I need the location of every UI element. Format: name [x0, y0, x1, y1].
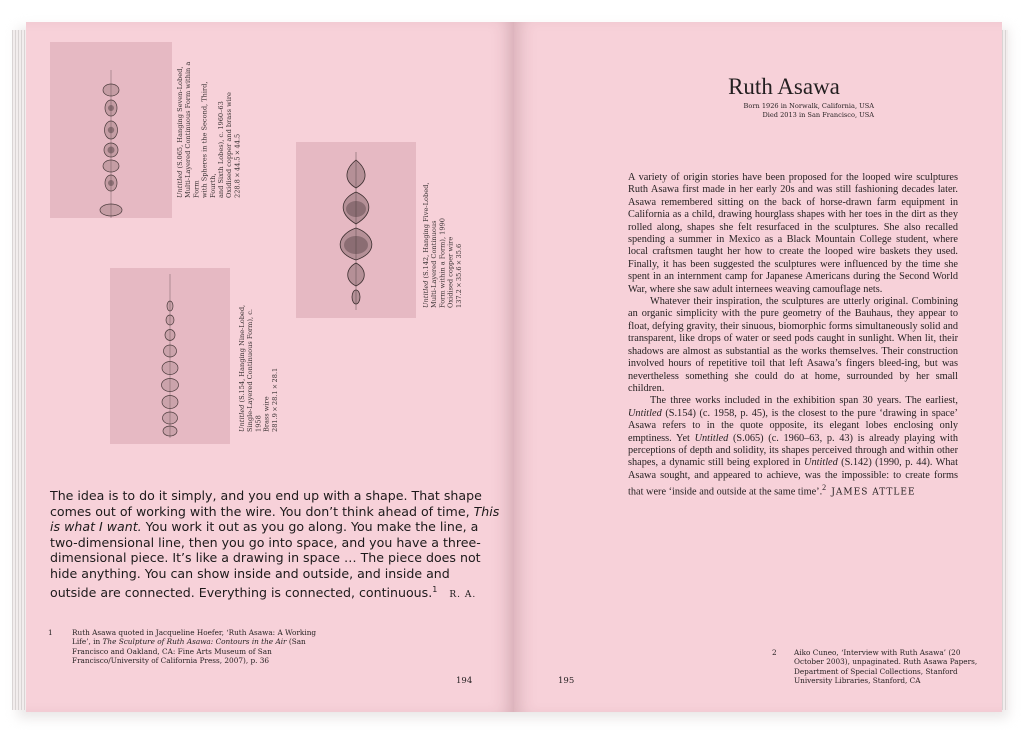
sculpture-s142-image — [296, 142, 416, 318]
essay-text-run: (S.142) (1990, p. 44). What Asawa sought, and appeared to achieve, was the impossible: to create forms that were ‘inside and outside at the same time’. — [628, 457, 958, 498]
essay-work-title: Untitled — [804, 457, 838, 469]
artist-name: Ruth Asawa — [728, 74, 840, 99]
essay-text — [628, 172, 958, 499]
sculpture-plate-s065 — [50, 42, 172, 218]
caption-title: Untitled — [238, 404, 246, 432]
caption-line: and Sixth Lobes), c. 1960–63 — [217, 101, 226, 198]
caption-line: (S.154, Hanging Nine-Lobed, — [238, 304, 246, 403]
artist-born: Born 1926 in Norwalk, California, USA — [743, 102, 874, 110]
caption-title: Untitled — [422, 280, 430, 308]
essay-paragraph: Whatever their inspiration, the sculptures are utterly original. Combining an organic simplicity with the pure geometry of the Bauhaus, they appear to float, defying gravity, their sinuous, biomorphic forms simultaneously solid and transparent, like drops of water or seed pods caught in sunlight. When lit, their shadows are almost as substantial as the works themselves. Their construction involved hours of repetitive toil that left Asawa’s fingers bleed-ing, but was nevertheless something she could do at home, surrounded by her small children. — [628, 296, 958, 394]
caption-line: Multi-Layered Continuous — [430, 220, 439, 308]
caption-line: 137.2×35.6×35.6 — [454, 243, 463, 308]
quote-text: You work it out as you go along. You make the line, a two-dimensional line, then you go into space, and you have a three-dimensional piece. It’s like a drawing in space … The piece does not hide anything. You can show inside and outside, and inside and outside are connected. Everything is connected, continuous. — [50, 519, 481, 600]
quote-signature: R. A. — [449, 589, 477, 600]
essay-text-run: (S.154) (c. 1958, p. 45), is the closest to the pure ‘drawing in space’ Asawa refers to in the quote opposite, its elegant lobes enclosing only emptiness. Yet — [628, 407, 958, 444]
caption-line: Form within a Form), 1990 — [438, 218, 447, 308]
footnote-1 — [72, 628, 322, 665]
footnote-book-title: The Sculpture of Ruth Asawa: Contours in the Air — [102, 637, 287, 647]
artist-died: Died 2013 in San Francisco, USA — [762, 111, 874, 119]
caption-line: (S.065, Hanging Seven-Lobed, — [176, 66, 184, 169]
caption-line: Brass wire — [262, 396, 271, 432]
sculpture-s065-image — [50, 42, 172, 218]
caption-line: Oxidised copper and brass wire — [225, 92, 234, 198]
essay-text-run: (S.065) (c. 1960–63, p. 43) is already playing with perceptions of depth and solidity, its shapes perceived through and within other shapes, a dynamic still being explored in — [628, 432, 959, 469]
sculpture-s154-image — [110, 268, 230, 444]
sculpture-plate-s142 — [296, 142, 416, 318]
quote-italic: This is what I want. — [50, 503, 500, 535]
footnote-ref: 1 — [432, 584, 438, 594]
left-page — [26, 22, 514, 712]
page-number-left: 194 — [456, 676, 473, 686]
quote-text: The idea is to do it simply, and you end up with a shape. That shape comes out of working with the wire. You don’t think ahead of time, — [50, 488, 482, 519]
caption-line: Single-Layered Continuous Form), c. 1958 — [246, 309, 263, 432]
page-number-right: 195 — [558, 676, 575, 686]
essay-author: JAMES ATTLEE — [831, 487, 916, 498]
footnote-text: Ruth Asawa quoted in Jacqueline Hoefer, ‘Ruth Asawa: A Working Life’, in — [72, 628, 317, 647]
caption-line: Multi-Layered Continuous Form within a Form — [184, 61, 201, 198]
caption-s142 — [422, 168, 463, 308]
essay-paragraph — [628, 395, 958, 499]
essay-text-run: The three works included in the exhibition span 30 years. The earliest, — [650, 395, 958, 407]
footnote-text: (San Francisco and Oakland, CA: Fine Arts Museum of San Francisco/University of California Press, 2007), p. 36 — [72, 637, 306, 665]
essay-work-title: Untitled — [694, 432, 729, 444]
footnote-2: Aiko Cuneo, ‘Interview with Ruth Asawa’ (20 October 2003), unpaginated. Ruth Asawa Papers, Department of Special Collections, Stanford University Libraries, Stanford, CA — [794, 648, 978, 685]
essay-paragraph: A variety of origin stories have been proposed for the looped wire sculptures Ruth Asawa first made in her early 20s and was still fashioning decades later. Asawa remembered sitting on the back of horse-drawn farm equipment in California as a child, drawing hourglass shapes with her toes in the dirt as they rolled along, shapes she felt resurfaced in the sculptures. She also recalled spending a summer in Mexico as a Black Mountain College student, where local craftsmen taught her how to create the looped wire baskets they used. Finally, it has been suggested the sculptures were influenced by the time she spent in an internment camp for Japanese Americans during the Second World War, where she saw adult internees weaving camouflage nets. — [628, 172, 958, 295]
caption-line: Oxidised copper wire — [446, 236, 455, 308]
footnote-number: 1 — [48, 628, 53, 637]
caption-line: (S.142, Hanging Five-Lobed, — [422, 182, 430, 279]
caption-s154 — [238, 292, 279, 432]
footnote-ref: 2 — [822, 483, 827, 493]
sculpture-plate-s154 — [110, 268, 230, 444]
caption-line: with Spheres in the Second, Third, Fourth, — [200, 81, 217, 198]
asawa-quote — [50, 488, 500, 603]
essay-work-title: Untitled — [628, 407, 662, 419]
right-page — [514, 22, 1002, 712]
caption-title: Untitled — [176, 170, 184, 198]
caption-line: 228.8×44.5×44.5 — [233, 133, 242, 198]
footnote-number: 2 — [772, 648, 777, 657]
caption-line: 281.9×28.1×28.1 — [270, 367, 279, 432]
artist-bio — [714, 102, 874, 120]
caption-s065 — [176, 56, 242, 198]
